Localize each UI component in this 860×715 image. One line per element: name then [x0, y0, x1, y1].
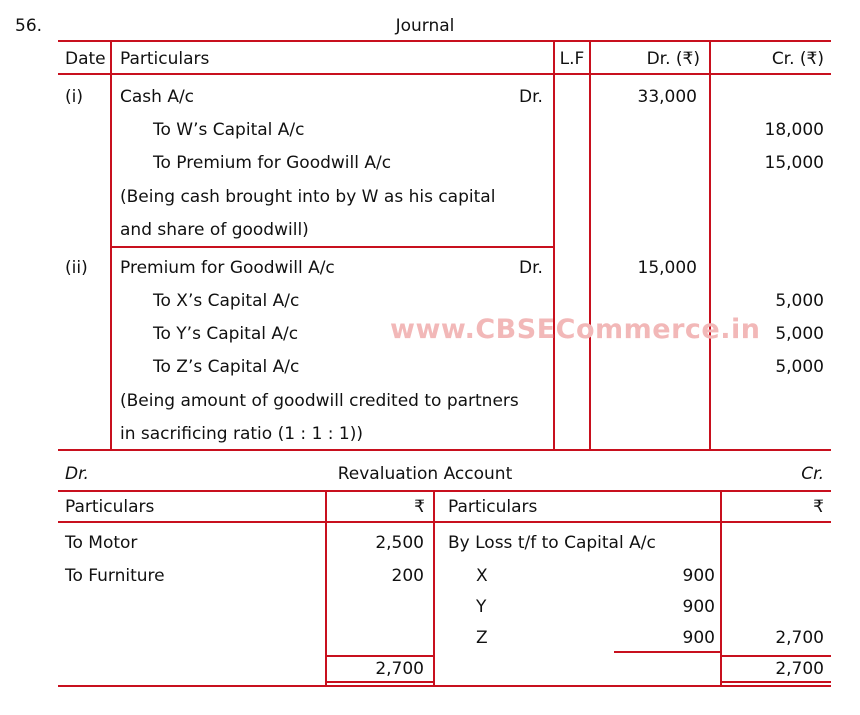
- reval-left-total: 2,700: [375, 659, 424, 679]
- reval-right-total: 2,700: [775, 659, 824, 679]
- entry2-credit1-account: To X’s Capital A/c: [153, 291, 300, 311]
- journal-top-rule: [58, 40, 831, 42]
- journal-bottom-rule: [58, 449, 831, 451]
- reval-top-rule: [58, 490, 831, 492]
- reval-bottom-rule: [58, 685, 831, 687]
- entry1-date: (i): [65, 87, 83, 107]
- entry2-credit1-amount: 5,000: [775, 291, 824, 311]
- reval-partner-label: Z: [476, 628, 488, 648]
- entry1-credit2-account: To Premium for Goodwill A/c: [153, 153, 392, 173]
- journal-lf-right-divider: [589, 40, 591, 450]
- reval-partner-amount: 900: [682, 628, 715, 648]
- entry2-date: (ii): [65, 258, 88, 278]
- reval-right-currency: ₹: [813, 497, 824, 517]
- header-particulars: Particulars: [120, 49, 210, 69]
- entry1-narration-line2: and share of goodwill): [120, 220, 309, 240]
- entry2-debit-account: Premium for Goodwill A/c: [120, 258, 335, 278]
- entry2-credit2-account: To Y’s Capital A/c: [153, 324, 299, 344]
- journal-date-divider: [110, 40, 112, 450]
- entry2-debit-amount: 15,000: [637, 258, 697, 278]
- reval-partner-label: X: [476, 566, 488, 586]
- entry2-credit2-amount: 5,000: [775, 324, 824, 344]
- journal-title: Journal: [395, 16, 455, 36]
- reval-header-rule: [58, 521, 831, 523]
- reval-title: Revaluation Account: [337, 464, 513, 484]
- journal-entry-separator: [111, 246, 554, 248]
- reval-partner-label: Y: [476, 597, 487, 617]
- entry2-credit3-account: To Z’s Capital A/c: [153, 357, 300, 377]
- reval-right-total-top-rule: [720, 655, 831, 657]
- watermark: www.CBSECommerce.in: [390, 314, 761, 345]
- reval-right-header: Particulars: [448, 497, 538, 517]
- entry1-credit1-account: To W’s Capital A/c: [153, 120, 305, 140]
- reval-partner-amount: 900: [682, 597, 715, 617]
- header-lf: L.F: [559, 49, 585, 69]
- entry1-credit2-amount: 15,000: [764, 153, 824, 173]
- entry2-narration-line2: in sacrificing ratio (1 : 1 : 1)): [120, 424, 363, 444]
- reval-left-total-bottom-rule: [325, 681, 433, 683]
- reval-left-row-amount: 200: [391, 566, 424, 586]
- journal-lf-left-divider: [553, 40, 555, 450]
- reval-left-currency: ₹: [414, 497, 425, 517]
- header-dr: Dr. (₹): [646, 49, 700, 69]
- reval-left-row-amount: 2,500: [375, 533, 424, 553]
- reval-dr-label: Dr.: [65, 464, 89, 484]
- reval-right-total-bottom-rule: [720, 681, 831, 683]
- reval-partner-sum-rule: [614, 651, 720, 653]
- entry1-narration-line1: (Being cash brought into by W as his capital: [120, 187, 496, 207]
- reval-center-divider: [433, 490, 435, 686]
- reval-left-header: Particulars: [65, 497, 155, 517]
- journal-header-rule: [58, 73, 831, 75]
- entry1-credit1-amount: 18,000: [764, 120, 824, 140]
- journal-dr-cr-divider: [709, 40, 711, 450]
- reval-partner-amount: 900: [682, 566, 715, 586]
- entry1-debit-amount: 33,000: [637, 87, 697, 107]
- entry1-debit-account: Cash A/c: [120, 87, 195, 107]
- reval-right-subtotal: 2,700: [775, 628, 824, 648]
- header-cr: Cr. (₹): [771, 49, 824, 69]
- entry2-credit3-amount: 5,000: [775, 357, 824, 377]
- header-date: Date: [65, 49, 106, 69]
- entry2-dr-mark: Dr.: [519, 258, 543, 278]
- reval-left-total-top-rule: [325, 655, 433, 657]
- reval-right-main-label: By Loss t/f to Capital A/c: [448, 533, 656, 553]
- reval-left-row-label: To Furniture: [65, 566, 165, 586]
- entry1-dr-mark: Dr.: [519, 87, 543, 107]
- reval-left-row-label: To Motor: [65, 533, 138, 553]
- reval-cr-label: Cr.: [801, 464, 824, 484]
- question-number: 56.: [15, 16, 43, 36]
- entry2-narration-line1: (Being amount of goodwill credited to partners: [120, 391, 519, 411]
